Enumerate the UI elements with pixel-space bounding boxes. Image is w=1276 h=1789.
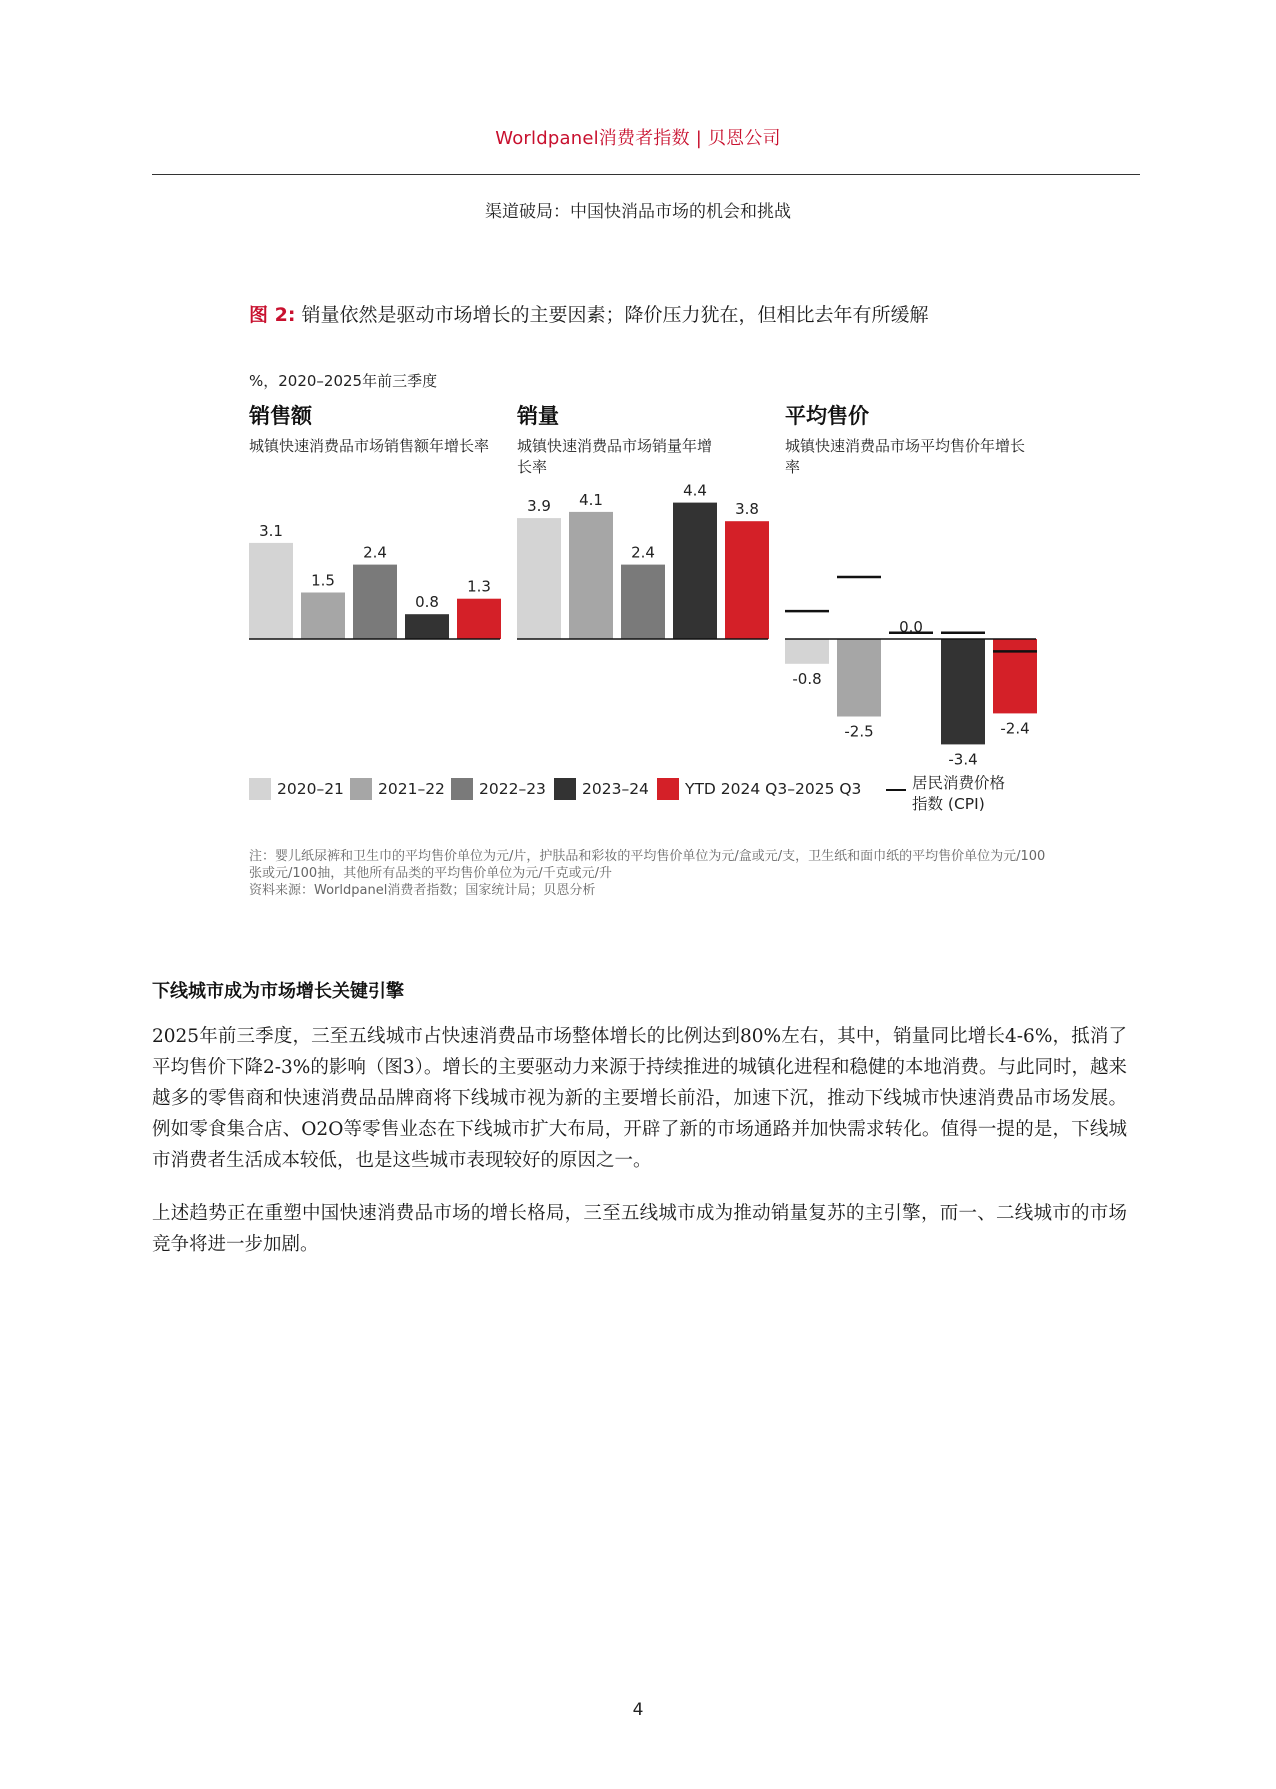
legend-label: 2020–21 bbox=[277, 780, 344, 798]
data-label-1-3: 4.4 bbox=[683, 481, 707, 500]
bar-1-1 bbox=[569, 512, 613, 639]
bar-0-0 bbox=[249, 543, 293, 639]
legend-item-2023-24 bbox=[554, 778, 649, 800]
bar-1-3 bbox=[673, 503, 717, 639]
legend-cpi-label-line1: 居民消费价格 bbox=[912, 774, 1006, 792]
header-subtitle: 渠道破局：中国快消品市场的机会和挑战 bbox=[485, 202, 791, 222]
legend-swatch bbox=[554, 778, 576, 800]
figure-title-text: 销量依然是驱动市场增长的主要因素；降价压力犹在，但相比去年有所缓解 bbox=[301, 304, 929, 326]
legend-item-2022-23 bbox=[451, 778, 546, 800]
note-text: 注：婴儿纸尿裤和卫生巾的平均售价单位为元/片，护肤品和彩妆的平均售价单位为元/盒或元/支，卫生纸和面巾纸的平均售价单位为元/100张或元/100抽，其他所有品类的平均售价单位为元/千克或元/升 bbox=[249, 849, 1046, 881]
section-heading: 下线城市成为市场增长关键引擎 bbox=[152, 981, 404, 1002]
legend-swatch bbox=[657, 778, 679, 800]
bar-2-0 bbox=[785, 639, 829, 664]
legend-label: 2023–24 bbox=[582, 780, 649, 798]
legend-label: YTD 2024 Q3–2025 Q3 bbox=[685, 780, 862, 798]
figure-notes bbox=[249, 848, 1049, 899]
panel-subtitle-sales-value: 城镇快速消费品市场销售额年增长率 bbox=[249, 437, 490, 455]
paragraph-1: 2025年前三季度，三至五线城市占快速消费品市场整体增长的比例达到80%左右，其中，销量同比增长4-6%，抵消了平均售价下降2-3%的影响（图3）。增长的主要驱动力来源于持续推进的城镇化进程和稳健的本地消费。与此同时，越来越多的零售商和快速消费品品牌商将下线城市视为新的主要增长前沿，加速下沉，推动下线城市快速消费品市场发展。例如零食集合店、O2O等零售业态在下线城市扩大布局，开辟了新的市场通路并加快需求转化。值得一提的是，下线城市消费者生活成本较低，也是这些城市表现较好的原因之一。 bbox=[152, 1026, 1127, 1171]
data-label-1-1: 4.1 bbox=[579, 490, 603, 509]
bar-2-3 bbox=[941, 639, 985, 744]
panel-subtitle-volume: 城镇快速消费品市场销量年增长率 bbox=[517, 437, 713, 476]
legend-swatch bbox=[451, 778, 473, 800]
unit-note: %，2020–2025年前三季度 bbox=[249, 372, 438, 390]
page-number: 4 bbox=[632, 1700, 644, 1720]
chart-legend bbox=[249, 774, 1049, 838]
legend-item-2021-22 bbox=[350, 778, 445, 800]
data-label-2-0: -0.8 bbox=[792, 669, 822, 688]
legend-item-2020-21 bbox=[249, 778, 344, 800]
legend-label: 2022–23 bbox=[479, 780, 546, 798]
data-label-1-0: 3.9 bbox=[527, 497, 551, 516]
data-label-1-2: 2.4 bbox=[631, 543, 655, 562]
bar-0-3 bbox=[405, 614, 449, 639]
data-label-0-3: 0.8 bbox=[415, 593, 439, 612]
legend-swatch bbox=[249, 778, 271, 800]
bar-0-1 bbox=[301, 593, 345, 640]
data-label-2-3: -3.4 bbox=[948, 750, 978, 769]
legend-item-cpi bbox=[912, 773, 1005, 815]
bar-2-1 bbox=[837, 639, 881, 717]
figure-label: 图 2: bbox=[249, 304, 296, 326]
data-label-0-2: 2.4 bbox=[363, 543, 387, 562]
data-label-2-1: -2.5 bbox=[844, 722, 874, 741]
legend-label: 2021–22 bbox=[378, 780, 445, 798]
legend-swatch bbox=[350, 778, 372, 800]
bar-0-4 bbox=[457, 599, 501, 639]
data-label-0-4: 1.3 bbox=[467, 577, 491, 596]
bar-1-0 bbox=[517, 518, 561, 639]
panel-title-volume: 销量 bbox=[517, 404, 559, 428]
panel-subtitle-asp: 城镇快速消费品市场平均售价年增长率 bbox=[785, 437, 1026, 476]
data-label-0-1: 1.5 bbox=[311, 571, 335, 590]
paragraph-2: 上述趋势正在重塑中国快速消费品市场的增长格局，三至五线城市成为推动销量复苏的主引擎，而一、二线城市的市场竞争将进一步加剧。 bbox=[152, 1203, 1127, 1255]
legend-cpi-line bbox=[886, 789, 906, 791]
data-label-2-4: -2.4 bbox=[1000, 719, 1030, 738]
header-brand: Worldpanel消费者指数 | 贝恩公司 bbox=[495, 128, 781, 149]
panel-title-asp: 平均售价 bbox=[785, 404, 869, 428]
data-label-0-0: 3.1 bbox=[259, 521, 283, 540]
data-label-2-2: 0.0 bbox=[899, 618, 923, 636]
bar-1-4 bbox=[725, 521, 769, 639]
bar-0-2 bbox=[353, 565, 397, 639]
panel-title-sales-value: 销售额 bbox=[249, 404, 312, 428]
source-text: 资料来源：Worldpanel消费者指数；国家统计局；贝恩分析 bbox=[249, 883, 596, 898]
data-label-1-4: 3.8 bbox=[735, 500, 759, 519]
legend-item-ytd bbox=[657, 778, 861, 800]
legend-cpi-label-line2: 指数 (CPI) bbox=[912, 795, 985, 813]
bar-1-2 bbox=[621, 565, 665, 639]
